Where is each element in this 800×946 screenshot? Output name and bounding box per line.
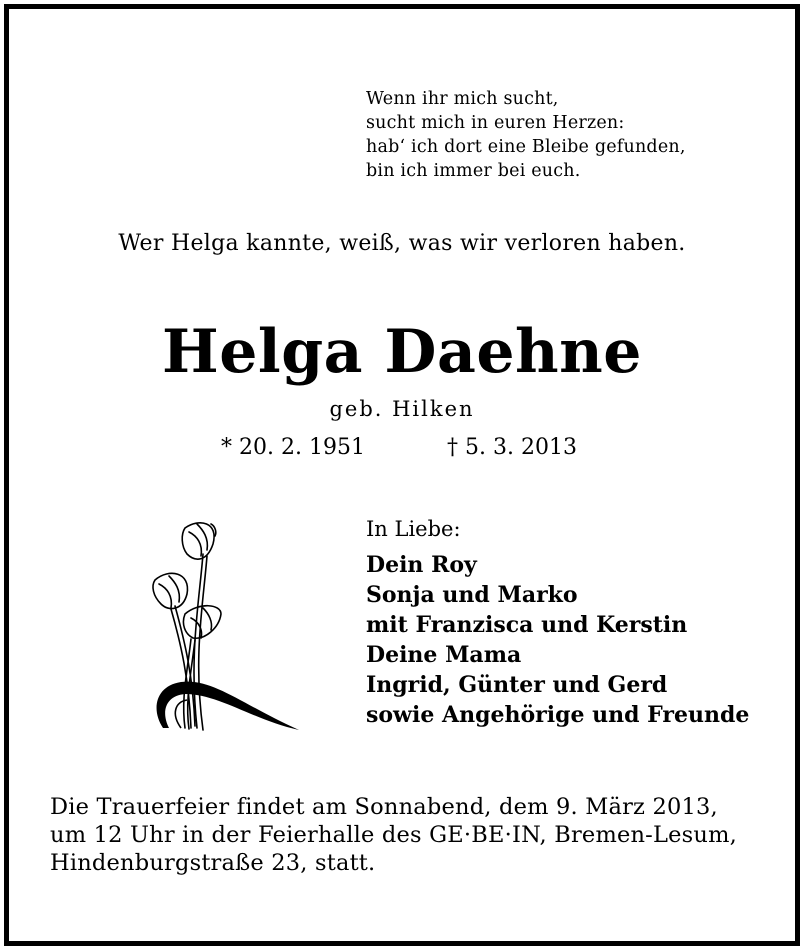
- notice-line: Die Trauerfeier findet am Sonnabend, dem 9. März 2013,: [50, 794, 718, 820]
- mourner-name: mit Franzisca und Kerstin: [366, 612, 688, 638]
- obituary-notice: [4, 4, 800, 946]
- notice-line: Hindenburgstraße 23, statt.: [50, 850, 376, 876]
- poem: [366, 87, 686, 183]
- calla-lily-icon: [141, 514, 301, 739]
- mourners-lead: In Liebe:: [366, 517, 461, 541]
- maiden-name: geb. Hilken: [329, 397, 475, 421]
- intro-text: Wer Helga kannte, weiß, was wir verloren haben.: [118, 231, 686, 256]
- birth-date: * 20. 2. 1951: [221, 435, 365, 460]
- poem-line: Wenn ihr mich sucht,: [366, 89, 559, 109]
- mourner-name: Sonja und Marko: [366, 582, 578, 608]
- mourners-list: [366, 514, 749, 730]
- mourner-name: sowie Angehörige und Freunde: [366, 702, 750, 728]
- mourner-name: Ingrid, Günter und Gerd: [366, 672, 668, 698]
- deceased-name: Helga Daehne: [162, 317, 642, 387]
- poem-line: sucht mich in euren Herzen:: [366, 113, 625, 133]
- death-date: † 5. 3. 2013: [447, 435, 577, 460]
- mourner-name: Dein Roy: [366, 552, 477, 578]
- poem-line: hab‘ ich dort eine Bleibe gefunden,: [366, 137, 686, 157]
- funeral-notice: [50, 793, 737, 877]
- mourner-name: Deine Mama: [366, 642, 522, 668]
- notice-line: um 12 Uhr in der Feierhalle des GE·BE·IN, Bremen-Lesum,: [50, 822, 737, 848]
- poem-line: bin ich immer bei euch.: [366, 161, 581, 181]
